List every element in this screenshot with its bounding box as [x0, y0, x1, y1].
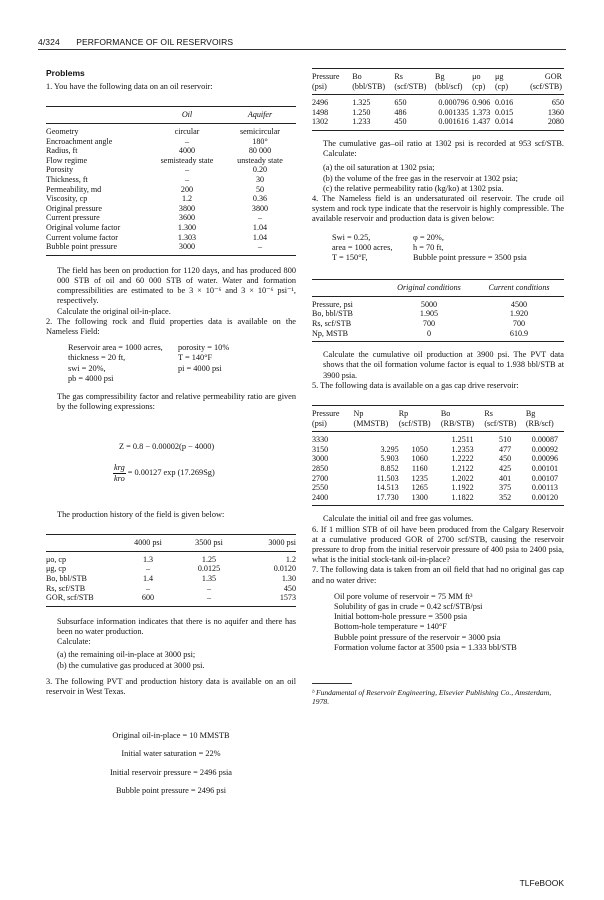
prop-line: h = 70 ft, [413, 242, 444, 252]
table-cell [354, 432, 399, 445]
table-cell: 0.014 [494, 117, 514, 127]
table-cell: 1.2511 [451, 435, 474, 445]
table-cell: – [184, 136, 190, 146]
table-row [312, 319, 564, 329]
table-cell: 4000 [178, 146, 196, 156]
table-cell: 17.730 [376, 492, 399, 502]
problem2-calc: Calculate: [57, 637, 91, 647]
table-cell: 401 [499, 473, 512, 483]
table-cell: – [257, 213, 263, 223]
prop-line: pb = 4000 psi [68, 373, 114, 383]
table-cell: 450 [394, 117, 407, 127]
header-rule [38, 49, 566, 50]
table-row [46, 156, 296, 166]
table-header-row [312, 69, 564, 95]
footnote-rule [312, 683, 352, 684]
prop-line: pi = 4000 psi [178, 363, 222, 373]
table-row [46, 124, 296, 137]
table-row [312, 474, 564, 484]
table-cell: 0.00092 [531, 444, 559, 454]
table-row [46, 242, 296, 255]
prop-line: Swi = 0.25, [332, 232, 371, 242]
table-cell: 477 [499, 444, 512, 454]
problem3-text: The cumulative gas–oil ratio at 1302 psi is recorded at 953 scf/STB. Calculate: [323, 138, 564, 159]
problem5-intro: 5. The following data is available on a gas cap drive reservoir: [312, 380, 519, 390]
problem4-table [312, 279, 564, 342]
table-cell: 1.437 [472, 117, 491, 127]
table-cell: Pressure (psi) [312, 408, 340, 428]
table-cell: 0.00120 [531, 492, 559, 502]
table-cell: 1.25 [201, 554, 217, 564]
table-row [312, 309, 564, 319]
table-cell: 30 [255, 174, 265, 184]
table-cell: 510 [499, 435, 512, 445]
prop-line: porosity = 10% [178, 343, 230, 353]
table-cell: 1050 [411, 444, 428, 454]
table-row [46, 185, 296, 195]
table-cell: μo, cp [46, 554, 67, 564]
table-cell: 2550 [312, 483, 329, 493]
problem4-text: Calculate the cumulative oil production at 3900 psi. The PVT data shows that the oil formation volume factor is equal to 1.938 bbl/STB at 3900 psia. [323, 350, 564, 380]
equation-kr [46, 463, 296, 484]
value-line: Oil pore volume of reservoir = 75 MM ft³ [334, 591, 473, 601]
prop-line: thickness = 20 ft, [68, 353, 126, 363]
table-cell: semisteady state [160, 155, 214, 165]
table-row [46, 137, 296, 147]
table-cell: GOR (scf/STB) [530, 72, 562, 91]
table-cell: 0.00087 [531, 435, 559, 445]
table-cell [399, 432, 441, 445]
table-cell: 0.00113 [531, 483, 558, 493]
table-row [46, 194, 296, 204]
table-cell: 3330 [312, 435, 329, 445]
table-cell: 0.0120 [273, 564, 296, 574]
table-cell: Pressure (psi) [312, 72, 340, 91]
value-line: Solubility of gas in crude = 0.42 scf/STB/psi [334, 601, 483, 611]
table-row [312, 117, 564, 130]
value-line: Initial reservoir pressure = 2496 psia [110, 767, 232, 777]
problem2-intro: 2. The following rock and fluid properties data is available on the Nameless Field: [46, 316, 296, 336]
table-cell: – [145, 583, 151, 593]
table-cell: GOR, scf/STB [46, 593, 94, 603]
table-cell: 3800 [178, 203, 196, 213]
table-cell: 1.04 [252, 222, 268, 232]
table-cell: 2400 [312, 492, 329, 502]
table-cell: Rs (scf/STB) [484, 408, 517, 428]
table-cell: unsteady state [237, 155, 283, 165]
value-line: Initial bottom-hole pressure = 3500 psia [334, 612, 468, 622]
problem2-subsurface: Subsurface information indicates that there is no aquifer and there has been no water production. [57, 616, 296, 636]
prop-line: area = 1000 acres, [332, 242, 393, 252]
table-cell: 0 [426, 328, 432, 338]
table-cell: 1.35 [201, 573, 217, 583]
table-cell: – [206, 593, 212, 603]
table-cell: Thickness, ft [46, 174, 88, 184]
table-cell: 1573 [279, 593, 296, 603]
prop-line: Bubble point pressure = 3500 psia [413, 253, 527, 262]
table-row [46, 584, 296, 594]
table-cell: – [257, 242, 263, 252]
table-cell: 1265 [411, 483, 428, 493]
table-row [312, 493, 564, 506]
table-cell: 1.3 [142, 554, 154, 564]
table-cell: 3600 [178, 213, 196, 223]
table-cell: 1.04 [252, 232, 268, 242]
footer-label: TLFeBOOK [519, 878, 564, 888]
problem1-task: Calculate the original oil-in-place. [57, 306, 171, 316]
table-cell: 1.250 [352, 107, 371, 117]
table-cell: 1.2022 [451, 473, 474, 483]
table-cell: Pressure, psi [312, 299, 353, 309]
problem5-table [312, 405, 564, 506]
problem3-a: (a) the oil saturation at 1302 psia; [323, 163, 435, 173]
table-cell: Bo (bbl/STB) [352, 72, 386, 91]
table-cell: 50 [255, 184, 265, 194]
right-column [312, 68, 564, 706]
history-intro: The production history of the field is given below: [57, 509, 225, 519]
table-row [46, 223, 296, 233]
table-row [46, 564, 296, 574]
table-cell: 1498 [312, 107, 329, 117]
table-cell: Bo, bbl/STB [46, 573, 87, 583]
table-cell: 1235 [411, 473, 428, 483]
table-cell: Original volume factor [46, 222, 121, 232]
table-cell: Encroachment angle [46, 136, 113, 146]
problem7-values [312, 592, 564, 653]
table-cell: Rs, scf/STB [312, 318, 352, 328]
prop-line: φ = 20%, [413, 232, 444, 242]
table-cell: 200 [180, 184, 194, 194]
production-history-table [46, 534, 296, 607]
table-cell: 0.015 [494, 107, 514, 117]
table-row [312, 464, 564, 474]
table-cell: 1.233 [352, 117, 371, 127]
prop-line: T = 150°F, [332, 253, 368, 262]
table-row [46, 165, 296, 175]
equation-z: Z = 0.8 − 0.00002(p − 4000) [119, 442, 215, 452]
table-cell: 0.0125 [197, 564, 221, 574]
table-cell: 1.1922 [451, 483, 474, 493]
table-cell: – [206, 583, 212, 593]
kr-denominator: kro [114, 473, 125, 483]
table-cell: Np, MSTB [312, 328, 348, 338]
table-cell: Rs, scf/STB [46, 583, 86, 593]
table-cell: Original pressure [46, 203, 102, 213]
table-cell: 1300 [411, 492, 428, 502]
table-cell: Geometry [46, 127, 79, 136]
kr-rhs: = 0.00127 exp (17.269Sg) [127, 468, 215, 478]
table-cell: Flow regime [46, 155, 88, 165]
table-cell: 450 [283, 583, 296, 593]
table-cell: semicircular [240, 127, 280, 136]
table-cell: μg (cp) [494, 72, 509, 91]
page-number: 4/324 [38, 37, 60, 47]
table-cell: 1.2 [181, 194, 193, 204]
value-line: Formation volume factor at 3500 psia = 1.333 bbl/STB [334, 642, 517, 652]
table-cell: 1060 [411, 454, 428, 464]
table-cell: 2080 [547, 117, 564, 127]
table-row [312, 445, 564, 455]
problem6-text: 6. If 1 million STB of oil have been produced from the Calgary Reservoir at a cumulative produced GOR of 2700 scf/STB, causing the reservoir pressure to drop from the initial reservoir pressure of 400 psia to 2400 psia, what is the initial stock-tank oil-in-place? [312, 524, 564, 565]
problem2-b: (b) the cumulative gas produced at 3000 psi. [57, 660, 205, 670]
table-cell: μo (cp) [472, 72, 486, 91]
table-cell: 2700 [312, 473, 329, 483]
table-cell: 650 [551, 98, 564, 108]
table-row [46, 213, 296, 223]
table-cell: μg, cp [46, 564, 67, 574]
table-cell: 0.36 [252, 194, 268, 204]
table-cell: Viscosity, cp [46, 194, 88, 204]
value-line: Bubble point pressure of the reservoir = 3000 psia [334, 632, 501, 642]
problems-heading: Problems [46, 68, 85, 78]
value-line: Bottom-hole temperature = 140°F [334, 622, 447, 632]
table-cell: 486 [394, 107, 407, 117]
running-header [38, 37, 233, 47]
table-cell: 180° [252, 136, 268, 146]
table-cell: 0.906 [472, 98, 491, 108]
table-row [312, 95, 564, 108]
table-cell: 450 [499, 454, 512, 464]
table-cell: 650 [394, 98, 407, 108]
table-cell: 700 [422, 318, 436, 328]
table-cell: circular [174, 127, 200, 136]
table-cell: – [184, 165, 190, 175]
chapter-title: PERFORMANCE OF OIL RESERVOIRS [76, 37, 234, 47]
left-column [46, 68, 296, 796]
table-header-row: Oil Aquifer [46, 107, 296, 124]
table-row [46, 551, 296, 564]
table-cell: 425 [499, 463, 512, 473]
value-line: Bubble point pressure = 2496 psi [116, 785, 226, 795]
problem5-text: Calculate the initial oil and free gas volumes. [323, 514, 474, 524]
problem2-props [46, 343, 296, 384]
table-cell: 14.513 [376, 483, 399, 493]
table-row [312, 108, 564, 118]
value-line: Initial water saturation = 22% [121, 749, 221, 759]
problem2-a: (a) the remaining oil-in-place at 3000 psi; [57, 650, 196, 660]
table-row [312, 432, 564, 445]
problem1-text: The field has been on production for 1120 days, and has produced 800 000 STB of oil and 60 000 STB of water. Water and formation compressibilities are estimated to be 3 × 10⁻⁶ and 3 × 10⁻⁶ psi⁻¹, respectively. [57, 265, 296, 306]
table-cell: 600 [141, 593, 155, 603]
table-cell: 610.9 [509, 328, 529, 338]
table-row [312, 296, 564, 309]
table-cell: 0.00096 [531, 454, 559, 464]
table-cell: 0.001616 [438, 117, 469, 127]
table-header-row: 4000 psi 3500 psi 3000 psi [46, 535, 296, 552]
table-cell: 1160 [411, 463, 428, 473]
table-cell: 1360 [547, 107, 564, 117]
table-cell: 1.300 [177, 222, 197, 232]
table-cell: Bo (RB/STB) [440, 408, 475, 428]
problem4-intro: 4. The Nameless field is an undersaturated oil reservoir. The crude oil system and rock type indicate that the reservoir is highly compressible. The available reservoir and production data is given below: [312, 193, 564, 224]
problem3-values [46, 731, 296, 796]
table-row [46, 204, 296, 214]
table-cell: 4500 [510, 299, 528, 309]
problem3-b: (b) the volume of the free gas in the reservoir at 1302 psia; [323, 173, 518, 183]
table-cell: 1.1822 [451, 492, 474, 502]
problem2-kr-text: The gas compressibility factor and relative permeability ratio are given by the following expressions: [57, 391, 296, 412]
table-cell: 700 [512, 318, 526, 328]
table-cell: Bubble point pressure [46, 242, 118, 252]
table-row [46, 574, 296, 584]
kr-numerator: krg [113, 463, 126, 474]
prop-line: Reservoir area = 1000 acres, [68, 343, 163, 353]
table-cell: Radius, ft [46, 146, 78, 156]
table-cell: Np (MMSTB) [353, 408, 389, 428]
table-row [46, 233, 296, 243]
problem3-c: (c) the relative permeability ratio (kg/ko) at 1302 psia. [323, 183, 504, 193]
table-cell: 1.303 [177, 232, 197, 242]
table-row [46, 593, 296, 606]
table-cell: 1302 [312, 117, 329, 127]
table-cell: 11.503 [376, 473, 399, 483]
table-cell: 1.2222 [451, 454, 474, 464]
table-cell: 5.903 [380, 454, 399, 464]
table-row [312, 454, 564, 464]
table-cell: 1.920 [509, 309, 529, 319]
table-cell: 3150 [312, 444, 329, 454]
table-cell: 8.852 [380, 463, 399, 473]
table-cell: 0.00101 [531, 463, 559, 473]
problem3-intro: 3. The following PVT and production history data is available on an oil reservoir in West Texas. [46, 676, 296, 696]
table-row [46, 175, 296, 185]
table-cell: 1.4 [142, 573, 154, 583]
prop-line: swi = 20%, [68, 363, 106, 373]
table-cell: 352 [499, 492, 512, 502]
footnote: ᵇ Fundamental of Reservoir Engineering, Elsevier Publishing Co., Amsterdam, 1978. [312, 687, 552, 706]
table-row [46, 146, 296, 156]
table-cell: Current pressure [46, 213, 100, 223]
table-cell: 1.2122 [451, 463, 474, 473]
table-cell: 0.001335 [438, 107, 469, 117]
table-cell: 2850 [312, 463, 329, 473]
table-cell: 5000 [420, 299, 438, 309]
table-cell: 3000 [312, 454, 329, 464]
table-cell: 0.00107 [531, 473, 559, 483]
table-cell: 1.325 [352, 98, 371, 108]
table-cell: Permeability, md [46, 184, 102, 194]
table-cell: 3000 [178, 242, 196, 252]
table-cell: 1.30 [281, 573, 296, 583]
problem7-intro: 7. The following data is taken from an oil field that had no original gas cap and no water drive: [312, 565, 564, 585]
table-cell: 3800 [251, 203, 269, 213]
table-cell: 2496 [312, 98, 329, 108]
prop-line: T = 140°F [178, 353, 213, 363]
table-row [312, 483, 564, 493]
table-cell: 1.373 [472, 107, 491, 117]
table-cell: Porosity [46, 165, 73, 175]
table-cell: 3.295 [380, 444, 399, 454]
table-cell: 1.2 [285, 554, 296, 564]
table-header-row: Original conditions Current conditions [312, 280, 564, 297]
table-cell: Rp (scf/STB) [398, 408, 431, 428]
problem1-table [46, 106, 296, 255]
table-cell: Rs (scf/STB) [394, 72, 427, 91]
problem4-props [312, 233, 564, 264]
table-cell: Current volume factor [46, 232, 118, 242]
table-cell: Bg (RB/scf) [525, 408, 554, 428]
table-cell: 0.016 [494, 98, 514, 108]
table-cell: 1.2353 [451, 444, 474, 454]
pvt-table [312, 68, 564, 131]
value-line: Original oil-in-place = 10 MMSTB [112, 731, 230, 741]
table-cell: 0.20 [252, 165, 268, 175]
table-cell: 375 [499, 483, 512, 493]
table-cell: Bo, bbl/STB [312, 309, 353, 319]
table-cell: – [184, 174, 190, 184]
table-cell: 1.905 [419, 309, 439, 319]
table-cell: 0.000796 [438, 98, 469, 108]
table-header-row [312, 405, 564, 431]
table-cell: 80 000 [248, 146, 272, 156]
table-cell: Bg (bbl/scf) [435, 72, 463, 91]
problem1-intro: 1. You have the following data on an oil reservoir: [46, 82, 213, 92]
table-cell: – [145, 564, 151, 574]
table-row [312, 329, 564, 342]
